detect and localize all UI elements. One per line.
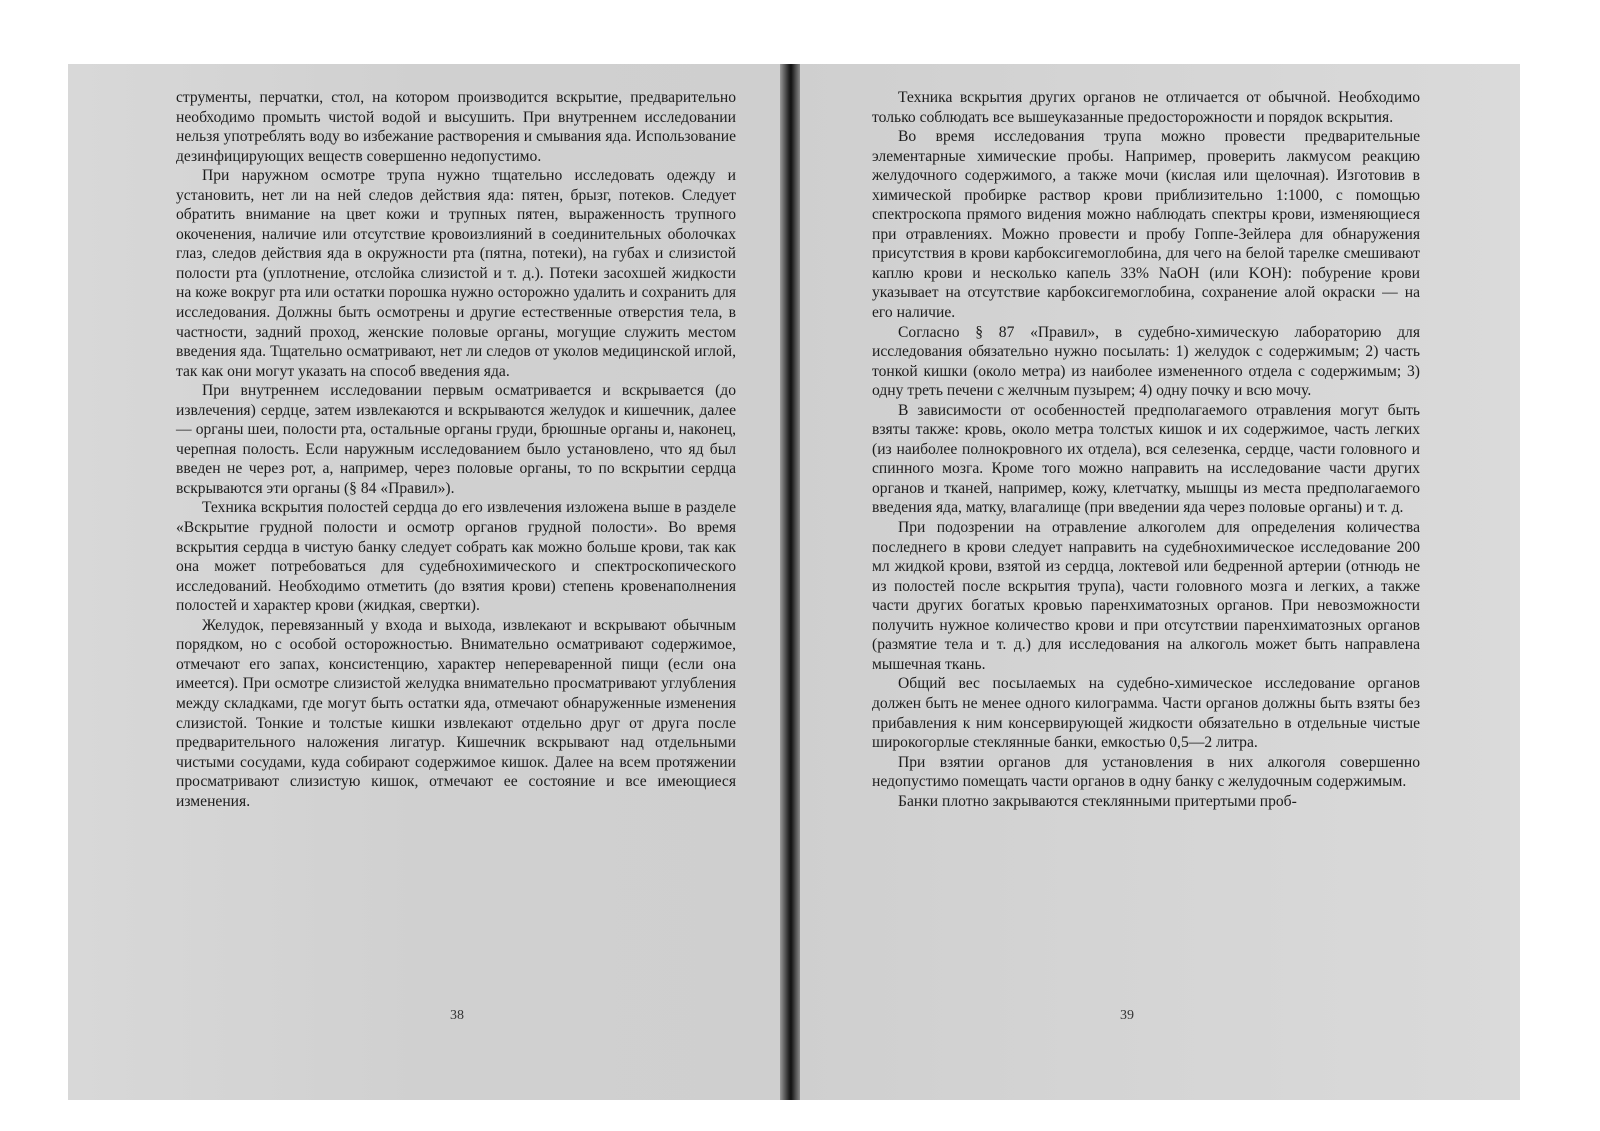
right-paragraph-1: Техника вскрытия других органов не отличается от обычной. Необходимо только соблюдать все вышеуказанные предосторожности и порядок вскрытия. [872,89,1420,126]
right-page-number: 39 [1120,1008,1134,1023]
left-page [68,64,790,1100]
left-paragraph-4: Техника вскрытия полостей сердца до его извлечения изложена выше в разделе «Вскрытие грудной полости и осмотр органов грудной полости». Во время вскрытия сердца в чистую банку следует собрать как можно больше крови, так как она может потребоваться для судебнохимического и спектроскопического исследований. Необходимо отметить (до взятия крови) степень кровенаполнения полостей и характер крови (жидкая, свертки). [176,499,736,615]
right-paragraph-4: В зависимости от особенностей предполагаемого отравления могут быть взяты также: кровь, около метра толстых кишок и их содержимое, часть легких (из наиболее полнокровного их отдела), вся селезенка, сердце, части головного и спинного мозга. Кроме того можно направить на исследование части других органов и тканей, например, кожу, клетчатку, мышцы из места предполагаемого введения яда, матку, влагалище (при введении яда через половые органы) и т. д. [872,401,1420,517]
right-paragraph-6: Общий вес посылаемых на судебно-химическое исследование органов должен быть не менее одного килограмма. Части органов должны быть взяты без прибавления к ним консервирующей жидкости обязательно в отдельные чистые широкогорлые стеклянные банки, емкостью 0,5—2 литра. [872,675,1420,752]
right-paragraph-5: При подозрении на отравление алкоголем для определения количества последнего в крови следует направить на судебнохимическое исследование 200 мл жидкой крови, взятой из сердца, локтевой или бедренной артерии (отнюдь не из полостей после вскрытия трупа), части головного мозга и легких, а также части других богатых кровью паренхиматозных органов. При невозможности получить нужное количество крови и при отсутствии паренхиматозных органов (размятие тела и т. д.) для исследования на алкоголь может быть направлена мышечная ткань. [872,519,1420,673]
left-page-text [176,88,736,811]
right-paragraph-7: При взятии органов для установления в них алкоголя совершенно недопустимо помещать части органов в одну банку с желудочным содержимым. [872,753,1420,791]
left-paragraph-2: При наружном осмотре трупа нужно тщательно исследовать одежду и установить, нет ли на ней следов действия яда: пятен, брызг, потеков. Следует обратить внимание на цвет кожи и трупных пятен, выраженность трупного окоченения, наличие или отсутствие кровоизлияний в соединительных оболочках глаз, следов действия яда в окружности рта (пятна, потеки), на губах и слизистой полости рта (уплотнение, отслойка слизистой и т. д.). Потеки засохшей жидкости на коже вокруг рта или остатки порошка нужно осторожно удалить и сохранить для исследования. Должны быть осмотрены и другие естественные отверстия тела, в частности, задний проход, женские половые органы, могущие служить местом введения яда. Тщательно осматривают, нет ли следов от уколов медицинской иглой, так как они могут указать на способ введения яда. [176,167,736,380]
right-paragraph-8: Банки плотно закрываются стеклянными притертыми проб- [898,792,1297,810]
right-page [798,64,1520,1100]
left-paragraph-3: При внутреннем исследовании первым осматривается и вскрывается (до извлечения) сердце, затем извлекаются и вскрываются желудок и кишечник, далее — органы шеи, полости рта, остальные органы груди, брюшные органы и, наконец, черепная полость. Если наружным исследованием было установлено, что яд был введен не через рот, а, например, через половые органы, то по вскрытии сердца вскрываются эти органы (§ 84 «Правил»). [176,382,736,497]
right-paragraph-3: Согласно § 87 «Правил», в судебно-химическую лабораторию для исследования обязательно нужно посылать: 1) желудок с содержимым; 2) часть тонкой кишки (около метра) из наиболее измененного отдела с содержимым; 3) одну треть печени с желчным пузырем; 4) одну почку и всю мочу. [872,323,1420,400]
left-page-number: 38 [450,1008,464,1023]
book-gutter [780,64,800,1100]
right-page-text [872,88,1420,811]
right-paragraph-2: Во время исследования трупа можно провести предварительные элементарные химические пробы. Например, проверить лакмусом реакцию желудочного содержимого, а также мочи (кислая или щелочная). Изготовив в химической пробирке раствор крови приблизительно 1:1000, с помощью спектроскопа прямого видения можно наблюдать спектры крови, изменяющиеся при отравлениях. Можно провести и пробу Гоппе-Зейлера для обнаружения присутствия в крови карбоксигемоглобина, для чего на белой тарелке смешивают каплю крови и несколько капель 33% NaOH (или KOH): побурение крови указывает на отсутствие карбоксигемоглобина, сохранение алой окраски — на его наличие. [872,128,1420,322]
left-paragraph-1: струменты, перчатки, стол, на котором производится вскрытие, предварительно необходимо промыть чистой водой и высушить. При внутреннем исследовании нельзя употреблять воду во избежание растворения и смывания яда. Использование дезинфицирующих веществ совершенно недопустимо. [176,89,736,165]
book-spread [68,64,1520,1100]
left-paragraph-5: Желудок, перевязанный у входа и выхода, извлекают и вскрывают обычным порядком, но с особой осторожностью. Внимательно осматривают содержимое, отмечают его запах, консистенцию, характер непереваренной пищи (если она имеется). При осмотре слизистой желудка внимательно просматривают углубления между складками, где могут быть остатки яда, отмечают обнаруженные изменения слизистой. Тонкие и толстые кишки извлекают отдельно друг от друга после предварительного наложения лигатур. Кишечник вскрывают над отдельными чистыми сосудами, куда собирают содержимое кишок. Далее на всем протяжении просматривают слизистую кишок, отмечают ее состояние и все имеющиеся изменения. [176,616,736,810]
